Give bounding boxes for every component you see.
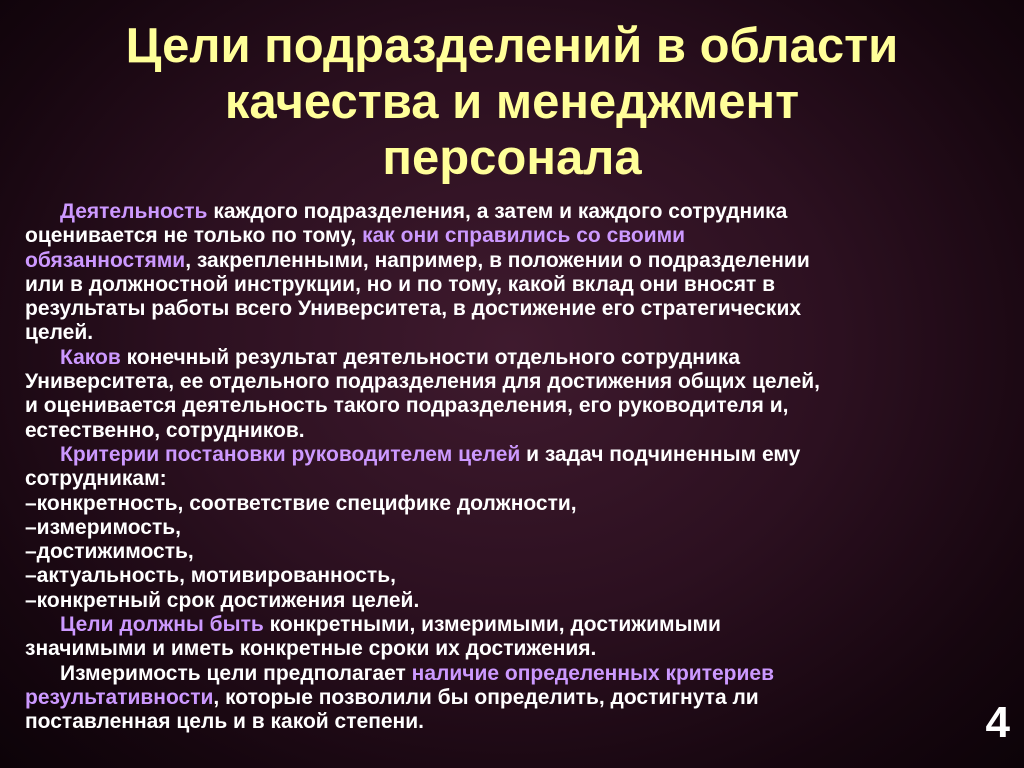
p4-line-2: значимыми и иметь конкретные сроки их достижения. — [25, 637, 597, 661]
p1-line-4: или в должностной инструкции, но и по тому, какой вклад они вносят в — [25, 272, 775, 296]
title-line-2: качества и менеджмент — [224, 75, 800, 129]
p2-line-3: и оценивается деятельность такого подразделения, его руководителя и, — [25, 394, 789, 418]
title-line-1: Цели подразделений в области — [125, 19, 899, 73]
slide-title — [20, 18, 1004, 186]
p1-line-2: оценивается не только по тому, как они справились со своими — [25, 224, 686, 248]
p1-highlight-duties: обязанностями — [25, 248, 186, 272]
p5-highlight-criteria: наличие определенных критериев — [411, 661, 774, 685]
p3-highlight-criteria: Критерии постановки руководителем целей — [60, 442, 521, 466]
list-item: –конкретность, соответствие специфике должности, — [25, 491, 577, 515]
p3-line-1: Критерии постановки руководителем целей и задач подчиненным ему — [60, 442, 801, 466]
p5-line-2: результативности, которые позволили бы определить, достигнута ли — [25, 685, 759, 709]
p1-line-1: Деятельность каждого подразделения, а затем и каждого сотрудника — [60, 200, 788, 223]
title-line-3: персонала — [382, 131, 642, 185]
list-item: –конкретный срок достижения целей. — [25, 588, 420, 612]
p2-highlight-what: Каков — [60, 345, 121, 369]
slide-body — [25, 200, 995, 735]
p2-line-1: Каков конечный результат деятельности отдельного сотрудника — [60, 345, 741, 369]
list-item: –достижимость, — [25, 540, 194, 564]
p1-line-6: целей. — [25, 321, 94, 345]
p1-line-3: обязанностями, закрепленными, например, в положении о подразделении — [25, 248, 810, 272]
p1-line-5: результаты работы всего Университета, в достижение его стратегических — [25, 297, 802, 321]
page-number: 4 — [985, 698, 1010, 747]
p5-line-3: поставленная цель и в какой степени. — [25, 710, 424, 734]
list-item: –актуальность, мотивированность, — [25, 564, 396, 588]
list-item: –измеримость, — [25, 515, 181, 539]
p5-line-1: Измеримость цели предполагает наличие определенных критериев — [60, 661, 774, 685]
p1-highlight-activity: Деятельность — [60, 200, 208, 223]
p3-line-2: сотрудникам: — [25, 467, 167, 491]
p5-highlight-effectiveness: результативности — [25, 685, 214, 709]
p2-line-4: естественно, сотрудников. — [25, 418, 305, 442]
p1-highlight-how: как они справились со своими — [362, 224, 686, 248]
p4-line-1: Цели должны быть конкретными, измеримыми, достижимыми — [60, 613, 721, 637]
p2-line-2: Университета, ее отдельного подразделения для достижения общих целей, — [25, 370, 821, 394]
p4-highlight-goals: Цели должны быть — [60, 613, 264, 637]
